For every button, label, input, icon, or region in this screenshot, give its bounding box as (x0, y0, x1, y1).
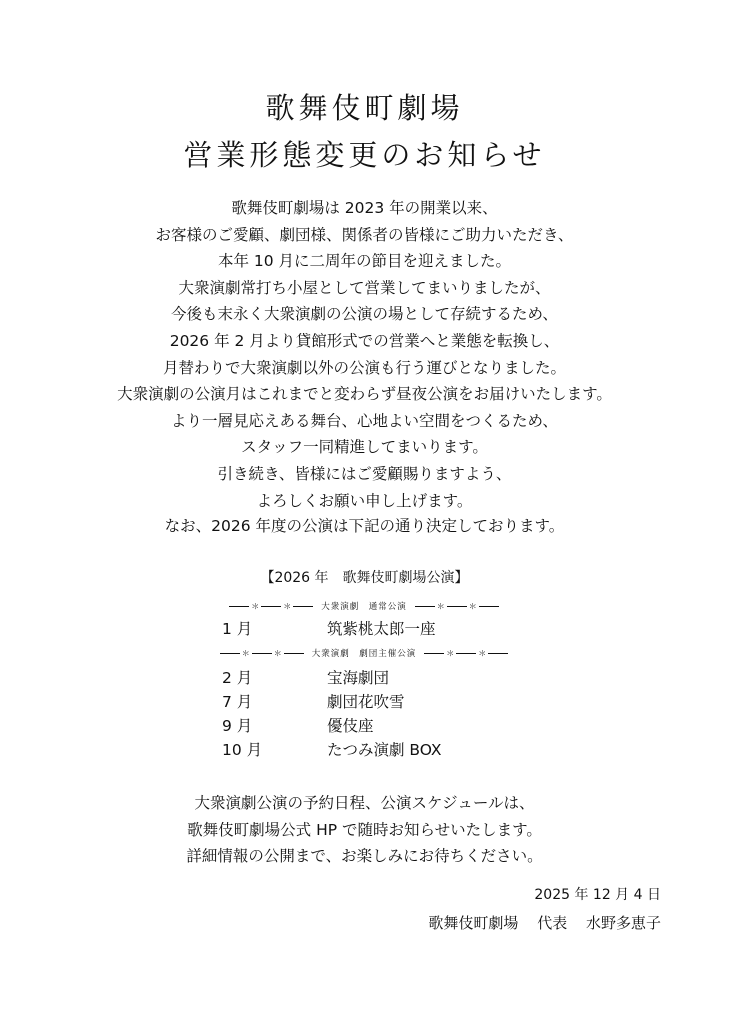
body-line: 大衆演劇常打ち小屋として営業してまいりましたが、 (178, 278, 551, 297)
section-divider-regular (214, 599, 514, 613)
divider-ornament-right: ＊ ＊ (415, 601, 499, 612)
schedule-month: 9 月 (222, 717, 253, 735)
organization-name: 歌舞伎町劇場 (428, 914, 519, 932)
footer-line: 歌舞伎町劇場公式 HP で随時お知らせいたします。 (187, 820, 542, 839)
schedule-troupe: たつみ演劇 BOX (326, 741, 442, 759)
body-line: 今後も末永く大衆演劇の公演の場として存続するため、 (171, 305, 558, 324)
body-line: お客様のご愛顧、劇団様、関係者の皆様にご助力いただき、 (155, 225, 574, 244)
representative-name: 水野多恵子 (585, 914, 661, 932)
schedule-note: なお、2026 年度の公演は下記の通り決定しております。 (164, 517, 565, 535)
footer-line: 大衆演劇公演の予約日程、公演スケジュールは、 (194, 794, 535, 812)
schedule-row (222, 714, 373, 736)
schedule-row (222, 738, 442, 760)
schedule-troupe: 宝海劇団 (326, 669, 389, 687)
schedule-month: 10 月 (222, 741, 263, 759)
divider-ornament-left: ＊ ＊ (220, 648, 304, 659)
body-line: よろしくお願い申し上げます。 (256, 491, 473, 510)
section-divider-troupe (214, 646, 514, 660)
body-line: 本年 10 月に二周年の節目を迎えました。 (217, 252, 512, 271)
section-label: 大衆演劇 劇団主催公演 (311, 649, 417, 659)
body-line: 歌舞伎町劇場は 2023 年の開業以来、 (231, 199, 498, 217)
representative-role: 代表 (537, 914, 568, 932)
issue-date: 2025 年 12 月 4 日 (534, 887, 661, 903)
schedule-month: 2 月 (222, 669, 253, 687)
schedule-troupe: 劇団花吹雪 (326, 693, 405, 711)
schedule-row (222, 690, 404, 712)
divider-ornament-right: ＊ ＊ (424, 648, 508, 659)
announcement-body (0, 195, 729, 514)
page-subtitle: 営業形態変更のお知らせ (183, 138, 546, 172)
schedule-month: 1 月 (222, 620, 253, 638)
footer-line: 詳細情報の公開まで、お楽しみにお待ちください。 (186, 847, 543, 866)
body-line: 2026 年 2 月より貸館形式での営業へと業態を転換し、 (169, 331, 560, 350)
divider-ornament-left: ＊ ＊ (229, 601, 313, 612)
schedule-troupe: 優伎座 (326, 717, 374, 735)
body-line: 大衆演劇の公演月はこれまでと変わらず昼夜公演をお届けいたします。 (117, 385, 612, 404)
schedule-troupe: 筑紫桃太郎一座 (326, 620, 436, 638)
schedule-month: 7 月 (222, 693, 253, 711)
page-title: 歌舞伎町劇場 (265, 91, 464, 125)
body-line: 月替わりで大衆演劇以外の公演も行う運びとなりました。 (162, 358, 566, 377)
body-line: スタッフ一同精進してまいります。 (241, 438, 488, 457)
body-line: 引き続き、皆様にはご愛顧賜りますよう、 (217, 464, 512, 483)
body-line: より一層見応えある舞台、心地よい空間をつくるため、 (171, 411, 558, 430)
signature-line (428, 912, 661, 933)
section-label: 大衆演劇 通常公演 (321, 602, 407, 612)
schedule-row (222, 666, 389, 688)
schedule-row (222, 617, 435, 639)
footer-notice (0, 790, 729, 870)
schedule-heading: 【2026 年 歌舞伎町劇場公演】 (260, 570, 469, 586)
